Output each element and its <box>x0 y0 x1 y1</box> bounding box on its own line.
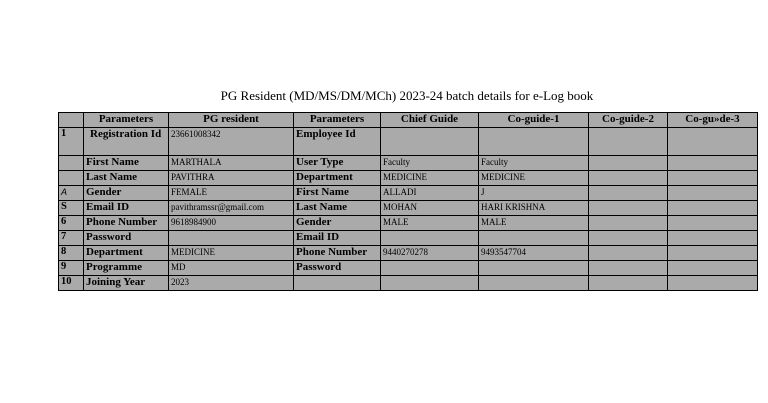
parameter-label: Gender <box>294 216 381 231</box>
row-number: A <box>59 186 84 201</box>
cell-value <box>589 276 668 291</box>
table-row <box>59 186 758 201</box>
cell-value: 9493547704 <box>479 246 589 261</box>
cell-value: pavithramssr@gmail.com <box>169 201 294 216</box>
table-row <box>59 261 758 276</box>
cell-value <box>668 171 758 186</box>
cell-value: ALLADI <box>381 186 479 201</box>
cell-value: MALE <box>479 216 589 231</box>
header-co-guide-1: Co-guide-1 <box>479 113 589 128</box>
header-co-guide-2: Co-guide-2 <box>589 113 668 128</box>
table-header-row <box>59 113 758 128</box>
cell-value <box>479 276 589 291</box>
cell-value: MARTHALA <box>169 156 294 171</box>
parameter-label: Department <box>294 171 381 186</box>
cell-value <box>169 231 294 246</box>
row-number: 9 <box>59 261 84 276</box>
document-title: PG Resident (MD/MS/DM/MCh) 2023-24 batch details for e-Log book <box>220 88 594 103</box>
cell-value: 9440270278 <box>381 246 479 261</box>
parameter-label: Last Name <box>84 171 169 186</box>
table-row <box>59 231 758 246</box>
cell-value: 9618984900 <box>169 216 294 231</box>
cell-value <box>589 231 668 246</box>
cell-value <box>479 261 589 276</box>
parameter-label: Department <box>84 246 169 261</box>
cell-value <box>479 128 589 156</box>
parameter-label: Employee Id <box>294 128 381 156</box>
cell-value <box>668 246 758 261</box>
cell-value <box>589 201 668 216</box>
cell-value: MEDICINE <box>479 171 589 186</box>
header-co-guide-3: Co-gu»de-3 <box>668 113 758 128</box>
cell-value: PAVITHRA <box>169 171 294 186</box>
row-number: 7 <box>59 231 84 246</box>
cell-value <box>589 261 668 276</box>
cell-value: J <box>479 186 589 201</box>
header-chief-guide: Chief Guide <box>381 113 479 128</box>
cell-value: MALE <box>381 216 479 231</box>
cell-value: HARI KRISHNA <box>479 201 589 216</box>
cell-value <box>668 156 758 171</box>
cell-value <box>381 128 479 156</box>
cell-value <box>668 231 758 246</box>
cell-value: Faculty <box>381 156 479 171</box>
parameter-label: Last Name <box>294 201 381 216</box>
row-number: 8 <box>59 246 84 261</box>
parameter-label: Gender <box>84 186 169 201</box>
parameter-label: Password <box>294 261 381 276</box>
parameter-label <box>294 276 381 291</box>
parameter-label: Phone Number <box>294 246 381 261</box>
parameter-label: Registration Id <box>84 128 169 156</box>
parameter-label: Programme <box>84 261 169 276</box>
cell-value <box>589 246 668 261</box>
cell-value: MD <box>169 261 294 276</box>
parameter-label: Phone Number <box>84 216 169 231</box>
table-row <box>59 216 758 231</box>
cell-value <box>479 231 589 246</box>
cell-value <box>668 201 758 216</box>
row-number: S <box>59 201 84 216</box>
parameter-label: User Type <box>294 156 381 171</box>
table-row <box>59 128 758 156</box>
cell-value <box>668 216 758 231</box>
cell-value <box>381 261 479 276</box>
parameter-label: First Name <box>84 156 169 171</box>
header-parameters-2: Parameters <box>294 113 381 128</box>
cell-value <box>589 171 668 186</box>
parameter-label: First Name <box>294 186 381 201</box>
cell-value: 2023 <box>169 276 294 291</box>
cell-value <box>589 216 668 231</box>
cell-value <box>668 276 758 291</box>
row-number <box>59 156 84 171</box>
cell-value: 23661008342 <box>169 128 294 156</box>
cell-value <box>668 186 758 201</box>
cell-value <box>381 276 479 291</box>
batch-details-table <box>58 112 758 291</box>
parameter-label: Joining Year <box>84 276 169 291</box>
row-number <box>59 171 84 186</box>
cell-value <box>381 231 479 246</box>
header-pg-resident: PG resident <box>169 113 294 128</box>
header-parameters: Parameters <box>84 113 169 128</box>
row-number: 6 <box>59 216 84 231</box>
table-row <box>59 246 758 261</box>
cell-value <box>668 261 758 276</box>
cell-value <box>589 128 668 156</box>
parameter-label: Password <box>84 231 169 246</box>
parameter-label: Email ID <box>294 231 381 246</box>
cell-value: MEDICINE <box>169 246 294 261</box>
table-row <box>59 201 758 216</box>
header-index <box>59 113 84 128</box>
cell-value <box>668 128 758 156</box>
row-number: 10 <box>59 276 84 291</box>
cell-value: Faculty <box>479 156 589 171</box>
cell-value: MEDICINE <box>381 171 479 186</box>
table-row <box>59 276 758 291</box>
parameter-label: Email ID <box>84 201 169 216</box>
table-row <box>59 156 758 171</box>
cell-value <box>589 156 668 171</box>
row-number: 1 <box>59 128 84 156</box>
cell-value <box>589 186 668 201</box>
cell-value: FEMALE <box>169 186 294 201</box>
cell-value: MOHAN <box>381 201 479 216</box>
table-row <box>59 171 758 186</box>
